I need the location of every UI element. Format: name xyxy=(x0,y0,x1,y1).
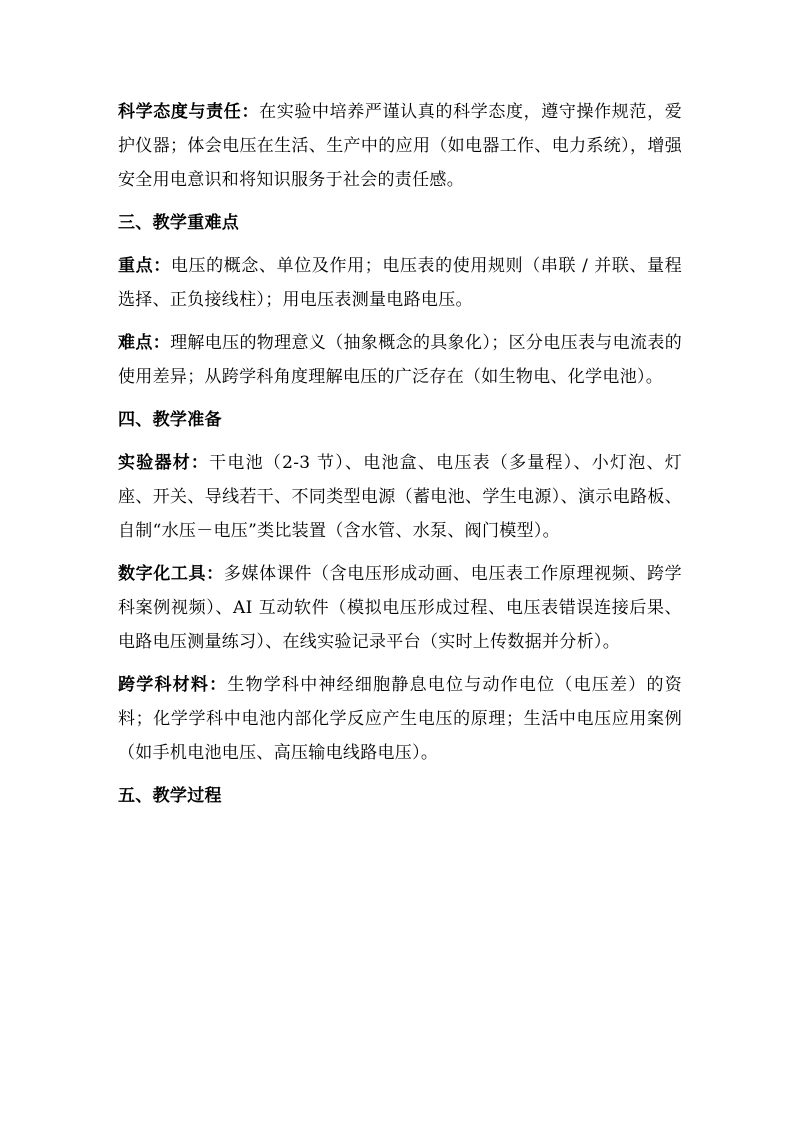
paragraph-text: 理解电压的物理意义（抽象概念的具象化）；区分电压表与电流表的使用差异；从跨学科角度理解电压的广泛存在（如生物电、化学电池）。 xyxy=(118,333,683,387)
paragraph-science-attitude xyxy=(118,95,682,197)
paragraph-text: 多媒体课件（含电压形成动画、电压表工作原理视频、跨学科案例视频）、AI 互动软件（模拟电压形成过程、电压表错误连接后果、电路电压测量练习）、在线实验记录平台（实时上传数据并分析）。 xyxy=(118,564,682,652)
paragraph-label: 数字化工具： xyxy=(118,564,224,584)
section-heading-preparation: 四、教学准备 xyxy=(118,410,222,430)
paragraph-text: 电压的概念、单位及作用；电压表的使用规则（串联 / 并联、量程选择、正负接线柱）；用电压表测量电路电压。 xyxy=(118,256,682,310)
paragraph-equipment xyxy=(118,446,682,548)
paragraph-label: 难点： xyxy=(118,333,171,353)
paragraph-difficulty xyxy=(118,326,682,394)
paragraph-text: 在实验中培养严谨认真的科学态度，遵守操作规范，爱护仪器；体会电压在生活、生产中的应用（如电器工作、电力系统），增强安全用电意识和将知识服务于社会的责任感。 xyxy=(118,102,683,190)
paragraph-cross-discipline xyxy=(118,668,682,770)
paragraph-text: 生物学科中神经细胞静息电位与动作电位（电压差）的资料；化学学科中电池内部化学反应产生电压的原理；生活中电压应用案例（如手机电池电压、高压输电线路电压）。 xyxy=(118,675,682,763)
section-heading-process: 五、教学过程 xyxy=(118,786,222,806)
paragraph-label: 重点： xyxy=(118,256,171,276)
paragraph-key-point xyxy=(118,249,682,317)
paragraph-label: 实验器材： xyxy=(118,453,210,473)
paragraph-label: 跨学科材料： xyxy=(118,675,228,695)
paragraph-digital-tools xyxy=(118,557,682,659)
paragraph-text: 干电池（2-3 节）、电池盒、电压表（多量程）、小灯泡、灯座、开关、导线若干、不同类型电源（蓄电池、学生电源）、演示电路板、自制“水压－电压”类比装置（含水管、水泵、阀门模型）。 xyxy=(118,453,682,541)
section-heading-key-points: 三、教学重难点 xyxy=(118,213,240,233)
document-page xyxy=(118,95,682,822)
paragraph-label: 科学态度与责任： xyxy=(118,102,260,122)
